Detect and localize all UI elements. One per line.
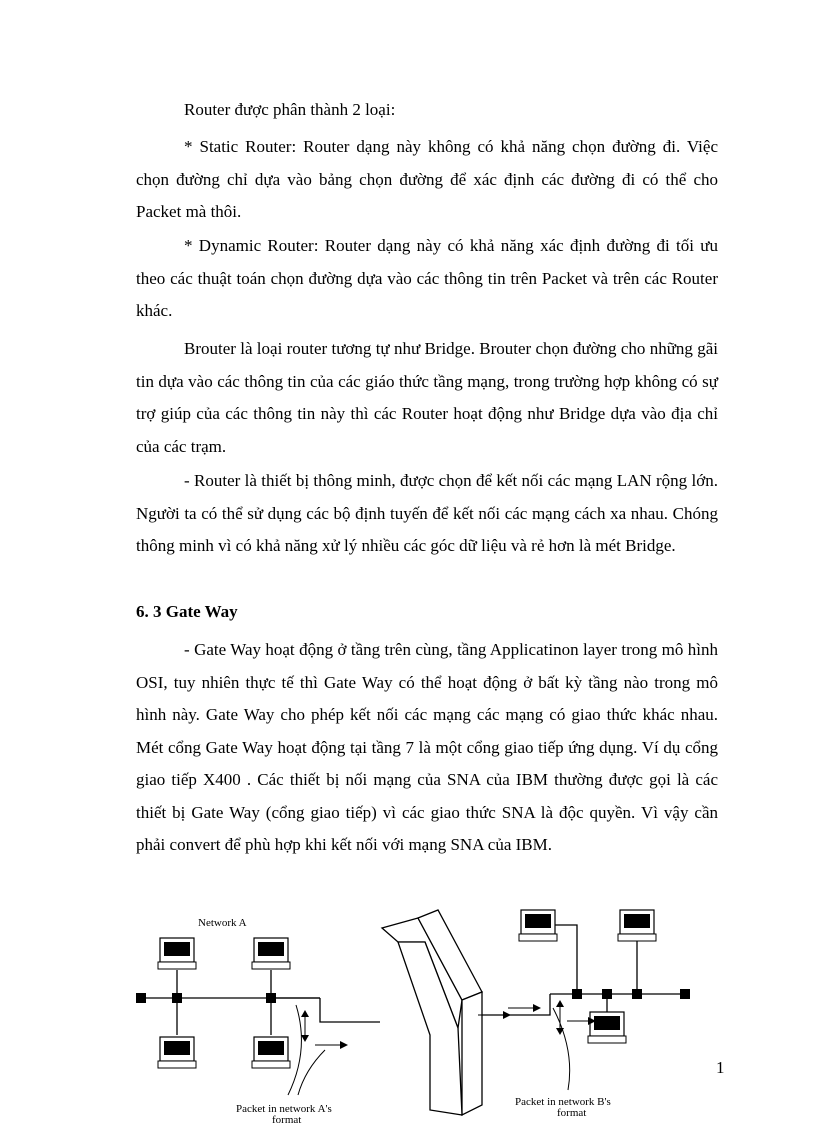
packet-a-label-format: format: [272, 1114, 302, 1123]
packet-a-label: Packet in network A's: [236, 1103, 332, 1115]
gateway-device: [382, 910, 482, 1115]
network-b-link-to-gateway: [482, 994, 550, 1015]
paragraph-router-smart: - Router là thiết bị thông minh, được chọn để kết nối các mạng LAN rộng lớn. Người ta có thể sử dụng các bộ định tuyến để kết nối các mạng cách xa nhau. Chóng thông minh vì có khả năng xử lý nhiều các góc dữ liệu và rẻ hơn là mét Bridge.: [136, 471, 718, 555]
packet-b-label: Packet in network B's: [515, 1096, 611, 1108]
network-node: [602, 989, 612, 999]
computer-icon: [252, 1037, 290, 1068]
page-number: 1: [716, 1058, 725, 1077]
terminator-node: [136, 993, 146, 1003]
computer-icon: [158, 1037, 196, 1068]
paragraph-gateway: - Gate Way hoạt động ở tầng trên cùng, tầng Applicatinon layer trong mô hình OSI, tuy nhiên thực tế thì Gate Way có thể hoạt động ở bất kỳ tầng nào trong mô hình này. Gate Way cho phép kết nối các mạng các mạng có giao thức khác nhau. Mét cổng Gate Way hoạt động tại tầng 7 là một cổng giao tiếp ứng dụng. Ví dụ cổng giao tiếp X400 . Các thiết bị nối mạng của SNA của IBM thường được gọi là các thiết bị Gate Way (cổng giao tiếp) vì các giao thức SNA là độc quyền. Vì vậy cần phải convert để phù hợp khi kết nối với mạng SNA của IBM.: [136, 640, 718, 854]
gateway-diagram: [120, 900, 720, 1123]
network-a-link-to-gateway: [320, 998, 380, 1022]
network-node: [266, 993, 276, 1003]
paragraph-static-router: * Static Router: Router dạng này không có khả năng chọn đường đi. Việc chọn đường chỉ dựa vào bảng chọn đường để xác định các đường đi có thể cho Packet mà thôi.: [136, 137, 718, 221]
computer-icon: [519, 910, 557, 941]
paragraph-router-types-intro: Router được phân thành 2 loại:: [184, 100, 396, 119]
paragraph-brouter: Brouter là loại router tương tự như Bridge. Brouter chọn đường cho những gãi tin dựa vào các thông tin của các giáo thức tầng mạng, trong trường hợp không có sự trợ giúp của các thông tin này thì các Router hoạt động như Bridge dựa vào địa chỉ của các trạm.: [136, 339, 718, 456]
computer-icon: [252, 938, 290, 969]
network-node: [172, 993, 182, 1003]
computer-icon: [158, 938, 196, 969]
section-heading: 6. 3 Gate Way: [136, 602, 238, 621]
computer-icon: [588, 1012, 626, 1043]
packet-b-label-format: format: [557, 1107, 587, 1119]
computer-icon: [618, 910, 656, 941]
network-a-label: Network A: [198, 917, 247, 929]
network-node: [572, 989, 582, 999]
network-node: [632, 989, 642, 999]
paragraph-dynamic-router: * Dynamic Router: Router dạng này có khả năng xác định đường đi tối ưu theo các thuật toán chọn đường dựa vào các thông tin trên Packet và trên các Router khác.: [136, 236, 718, 320]
terminator-node: [680, 989, 690, 999]
